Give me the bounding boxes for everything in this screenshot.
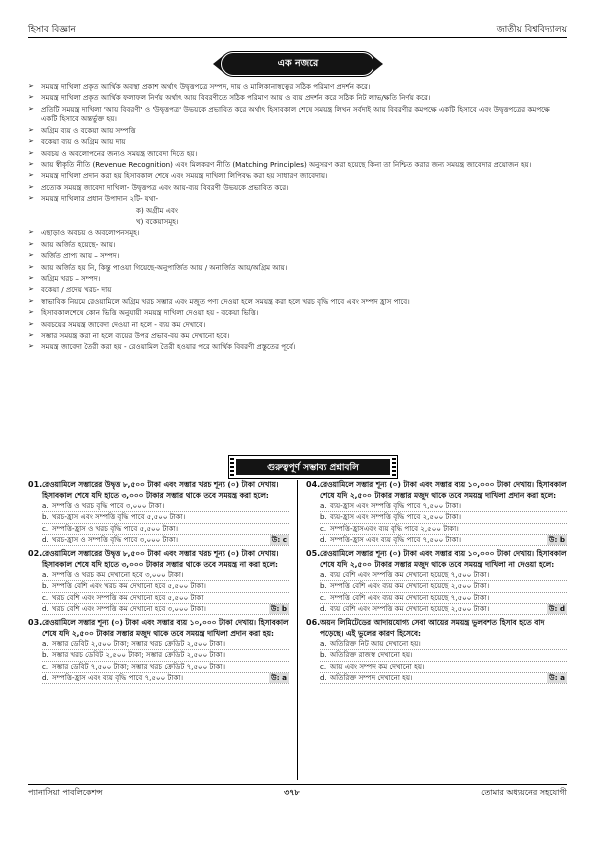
answer-option bbox=[28, 604, 289, 614]
answer-key: উ: a bbox=[549, 672, 565, 682]
questions-area bbox=[28, 480, 567, 780]
arrow-bullet-icon: ➢ bbox=[28, 285, 34, 294]
option-text: সম্পত্তি ও খরচ বৃদ্ধি পাবে ৩,০০০ টাকা। bbox=[52, 501, 165, 511]
banner2-right-stripe bbox=[392, 458, 396, 476]
page-number: ৩৭৮ bbox=[284, 787, 300, 797]
summary-item-text: আয় অর্জিত হয়েছে- আয়। bbox=[41, 239, 116, 249]
arrow-bullet-icon: ➢ bbox=[28, 93, 34, 102]
arrow-bullet-icon: ➢ bbox=[28, 148, 34, 157]
answer-option bbox=[306, 604, 567, 614]
option-letter: a. bbox=[42, 639, 49, 649]
summary-item-text: বকেয়া ব্যয় ও অগ্রিম আয় দায় bbox=[41, 137, 126, 147]
option-letter: c. bbox=[320, 661, 327, 671]
summary-item bbox=[28, 137, 567, 147]
option-text: আয় এবং সম্পদ কম দেখানো হয়। bbox=[330, 661, 425, 671]
answer-option bbox=[306, 512, 567, 522]
summary-item-text: সময়ন্ত্র দাখিলার প্রধান উপাদান ২টি- যথা- bbox=[41, 194, 159, 204]
answer-option bbox=[28, 512, 289, 522]
summary-item-text: অগ্রিম খরচ – সম্পদ। bbox=[41, 273, 101, 283]
arrow-bullet-icon: ➢ bbox=[28, 239, 34, 248]
question-block bbox=[306, 480, 567, 546]
question-number: 03. bbox=[28, 618, 43, 627]
arrow-bullet-icon: ➢ bbox=[28, 262, 34, 271]
page-footer bbox=[28, 786, 567, 800]
question-body: রেওয়ামিলে সম্ভারের উদ্বৃত্ত ৮,৫০০ টাকা এবং সম্ভার খরচ শূন্য (০) টাকা দেখায়। হিসাবকাল শেষে যদি হাতে ৩,০০০ টাকার সম্ভার থাকে তবে সময়ন্ত্র করা হলে: bbox=[42, 480, 279, 500]
summary-item bbox=[28, 285, 567, 295]
option-text: খরচ-হ্রাস ও সম্পত্তি বৃদ্ধি পাবে ৩,০০০ টাকা। bbox=[52, 534, 179, 544]
summary-item-text: অবচয় ও অবলোপনের জন্যও সময়ন্ত্র জাবেদা দিতে হয়। bbox=[41, 148, 198, 158]
answer-option bbox=[28, 650, 289, 660]
option-letter: b. bbox=[42, 581, 49, 591]
option-letter: b. bbox=[320, 581, 327, 591]
option-text: সম্পত্তি-হ্রাস এবং ব্যয় বৃদ্ধি পাবে ৭,৫০০ টাকা। bbox=[52, 672, 183, 682]
questions-right-column bbox=[306, 480, 567, 687]
answer-option bbox=[28, 570, 289, 580]
summary-item-text: অগ্রিম ব্যয় ও বকেয়া আয় সম্পত্তি bbox=[41, 125, 136, 135]
page-header bbox=[28, 20, 567, 38]
arrow-bullet-icon: ➢ bbox=[28, 104, 34, 113]
question-block bbox=[28, 618, 289, 684]
option-letter: c. bbox=[320, 523, 327, 533]
option-letter: b. bbox=[320, 512, 327, 522]
summary-subitem: ক) অগ্রীম এবং bbox=[136, 205, 179, 215]
summary-item bbox=[28, 149, 567, 159]
option-text: সম্পত্তি-হ্রাস এবং ব্যয় বৃদ্ধি পাবে ৭,৫০০ টাকা। bbox=[330, 534, 461, 544]
option-divider bbox=[42, 614, 289, 615]
summary-item bbox=[28, 331, 567, 341]
arrow-bullet-icon: ➢ bbox=[28, 251, 34, 260]
question-body: রেওয়ামিলে সম্ভারের উদ্বৃত্ত ৮,৫০০ টাকা এবং সম্ভার খরচ শূন্য (০) টাকা দেখায়। হিসাবকাল শেষে যদি হাতে ৩,০০০ টাকার সম্ভার থাকে তবে সময়ন্ত্র না করা হলে: bbox=[42, 549, 279, 569]
banner2-title: গুরুত্বপূর্ণ সম্ভাব্য প্রশ্নাবলি bbox=[236, 459, 390, 475]
summary-item-text: বকেয়া / প্রদেয় খরচ- দায় bbox=[41, 285, 112, 295]
footer-tagline: তোমার অধ্যয়নের সহযোগী bbox=[481, 787, 567, 797]
question-number: 02. bbox=[28, 549, 43, 558]
question-number: 06. bbox=[306, 618, 321, 627]
summary-item-text: আয় অর্জিত হয় নি, কিন্তু পাওয়া গিয়েছে-অনুপার্জিত আয় / অনার্জিত আয়/অগ্রিম আয়। bbox=[41, 262, 288, 272]
answer-option bbox=[306, 501, 567, 511]
summary-item bbox=[28, 160, 567, 170]
option-letter: a. bbox=[320, 501, 327, 511]
question-body: অয়ন লিমিটেডের আদায়যোগ্য সেবা আয়ের সময়ন্ত্র ভুলবশত হিসাব হতে বাদ পড়েছে। এই ভুলের কারণ হিসেবে: bbox=[320, 618, 545, 638]
arrow-bullet-icon: ➢ bbox=[28, 273, 34, 282]
option-divider bbox=[320, 614, 567, 615]
header-subject: হিসাব বিজ্ঞান bbox=[28, 24, 76, 35]
summary-item-text: অবচয়ের সময়ন্ত্র জাবেদা দেওয়া না হলে - ব্যয় কম দেখাবে। bbox=[41, 319, 206, 329]
option-letter: d. bbox=[320, 534, 327, 544]
summary-item bbox=[28, 93, 567, 103]
option-text: সম্পত্তি বেশি এবং খরচ কম দেখানো হবে ৫,৫০০ টাকা। bbox=[52, 581, 206, 591]
summary-item bbox=[28, 274, 567, 284]
summary-item bbox=[28, 308, 567, 318]
summary-item bbox=[28, 82, 567, 92]
question-block bbox=[28, 549, 289, 615]
arrow-bullet-icon: ➢ bbox=[28, 330, 34, 339]
option-text: অতিরিক্ত সম্পদ দেখানো হয়। bbox=[330, 672, 413, 682]
question-number: 04. bbox=[306, 480, 321, 489]
section-banner-at-a-glance bbox=[222, 53, 374, 75]
answer-option bbox=[28, 535, 289, 545]
option-text: অতিরিক্ত রাজস্ব দেখানো হয়। bbox=[330, 650, 413, 660]
answer-key: উ: d bbox=[548, 603, 565, 613]
option-text: খরচ বেশি এবং সম্পত্তি কম দেখানো হবে ৫,৫০০ টাকা bbox=[52, 592, 204, 602]
answer-option bbox=[306, 570, 567, 580]
option-letter: c. bbox=[42, 523, 49, 533]
answer-option bbox=[306, 593, 567, 603]
answer-option bbox=[306, 639, 567, 649]
arrow-bullet-icon: ➢ bbox=[28, 125, 34, 134]
questions-left-column bbox=[28, 480, 289, 687]
header-rule bbox=[28, 37, 567, 38]
option-letter: b. bbox=[320, 650, 327, 660]
question-text bbox=[28, 480, 289, 501]
answer-option bbox=[306, 524, 567, 534]
question-text bbox=[306, 480, 567, 501]
option-text: খরচ বেশি এবং সম্পত্তি কম দেখানো হবে ৩,০০০ টাকা। bbox=[52, 603, 206, 613]
summary-item bbox=[28, 126, 567, 136]
banner-title: এক নজরে bbox=[277, 57, 319, 69]
option-letter: d. bbox=[42, 603, 49, 613]
summary-item-text: সময়ন্ত্র দাখিলা প্রদান করা হয় হিসাবকাল শেষে এবং সময়ন্ত্র দাখিলা লিপিবদ্ধ করা হয় সাধারণ জাবেদায়। bbox=[41, 171, 328, 181]
summary-list bbox=[28, 82, 567, 354]
answer-option bbox=[306, 535, 567, 545]
question-body: রেওয়ামিলে সম্ভার শূন্য (০) টাকা এবং সম্ভার ব্যয় ১০,০০০ টাকা দেখায়। হিসাবকাল শেষে যদি ২,৫০০ টাকার সম্ভার মজুদ থাকে তবে সময়ন্ত্র দাখিলা না দেওয়া হলে: bbox=[320, 549, 567, 569]
arrow-bullet-icon: ➢ bbox=[28, 194, 34, 203]
question-block bbox=[306, 618, 567, 684]
column-divider bbox=[297, 480, 298, 780]
answer-option bbox=[28, 662, 289, 672]
summary-item-text: আয় স্বীকৃতি নীতি (Revenue Recognition) এবং মিলকরণ নীতি (Matching Principles) অনুসরণ করা হয়েছে কিনা তা নিশ্চিত করার জন্য সময়ন্ত্র জাবেদার প্রয়োজন হয়। bbox=[41, 160, 532, 170]
answer-option bbox=[28, 524, 289, 534]
option-divider bbox=[42, 683, 289, 684]
answer-option bbox=[306, 650, 567, 660]
option-letter: d. bbox=[320, 603, 327, 613]
answer-option bbox=[28, 673, 289, 683]
question-block bbox=[28, 480, 289, 546]
summary-item bbox=[28, 240, 567, 250]
banner2-left-stripe bbox=[230, 458, 234, 476]
option-text: সম্পত্তি-হ্রাসএবং ব্যয় বৃদ্ধি পাবে ২,৫০০ টাকা। bbox=[330, 523, 459, 533]
option-letter: d. bbox=[320, 672, 327, 682]
answer-option bbox=[306, 662, 567, 672]
answer-key: উ: a bbox=[271, 672, 287, 682]
option-letter: c. bbox=[42, 592, 49, 602]
answer-key: উ: b bbox=[548, 534, 565, 544]
summary-item-text: সময়ন্ত্র দাখিলা প্রকৃত আর্থিক ফলাফল নির্ণয় অর্থাৎ আয় বিবরণীতে সঠিক পরিমাণ আয় ও ব্যয় প্রদর্শন করে সঠিক নিট লাভ/ক্ষতি নির্ণয় করে। bbox=[41, 93, 431, 103]
option-text: ব্যয়-হ্রাস এবং সম্পত্তি বৃদ্ধি পাবে ৭,৫০০ টাকা। bbox=[330, 501, 461, 511]
header-university: জাতীয় বিশ্ববিদ্যালয় bbox=[496, 24, 567, 35]
arrow-bullet-icon: ➢ bbox=[28, 296, 34, 305]
question-text bbox=[306, 618, 567, 639]
answer-key: উ: b bbox=[270, 603, 287, 613]
option-text: সম্ভার খরচ ডেবিট ২,৫০০ টাকা; সম্ভার ক্রেডিট ২,৫০০ টাকা। bbox=[52, 650, 226, 660]
summary-item-text: সময়ন্ত্র দাখিলা প্রকৃত আর্থিক অবস্থা প্রকাশ অর্থাৎ উদ্বৃত্তপত্রে সম্পদ, দায় ও মালিকানাস্বত্বের সঠিক পরিমাণ প্রদর্শন করে। bbox=[41, 82, 371, 91]
option-letter: d. bbox=[42, 672, 49, 682]
option-letter: d. bbox=[42, 534, 49, 544]
summary-item-text: সময়ন্ত্র জাবেদা তৈরী করা হয় - রেওয়ামিল তৈরী হওয়ার পরে আর্থিক বিবরণী প্রস্তুতের পূর্বে। bbox=[41, 342, 296, 352]
question-number: 01. bbox=[28, 480, 43, 489]
arrow-bullet-icon: ➢ bbox=[28, 182, 34, 191]
section-banner-questions bbox=[228, 455, 398, 479]
summary-item-text: প্রতিটি সময়ন্ত্র দাখিলা 'আয় বিবরণী' ও 'উদ্বৃত্তপত্র' উভয়কে প্রভাবিত করে অর্থাৎ হিসাবকাল শেষে সময়ন্ত্র লিখন সর্বদাই আয় বিবরণীর কমপক্ষে একটি হিসাবে এবং উদ্বৃত্তপত্রের কমপক্ষে একটি হিসাবে অন্তর্ভুক্ত হয়। bbox=[41, 104, 550, 124]
arrow-bullet-icon: ➢ bbox=[28, 82, 34, 90]
answer-option bbox=[28, 593, 289, 603]
option-letter: c. bbox=[42, 661, 49, 671]
banner-right-point bbox=[373, 56, 383, 72]
summary-item bbox=[28, 228, 567, 238]
option-text: সম্পত্তি ও খরচ কম দেখানো হবে ৩,০০০ টাকা। bbox=[52, 570, 184, 580]
summary-item-text: হিসাবকালশেষে কোন ভিত্তি অনুযায়ী সময়ন্ত্র দাখিলা দেওয়া হয় - বকেয়া ভিত্তি। bbox=[41, 308, 259, 318]
option-letter: a. bbox=[320, 570, 327, 580]
answer-option bbox=[28, 501, 289, 511]
option-divider bbox=[42, 545, 289, 546]
option-letter: a. bbox=[42, 570, 49, 580]
summary-item bbox=[28, 251, 567, 261]
summary-item bbox=[28, 194, 567, 204]
answer-option bbox=[306, 673, 567, 683]
option-letter: a. bbox=[42, 501, 49, 511]
option-text: সম্পত্তি-হ্রাস ও খরচ বৃদ্ধি পাবে ৫,৫০০ টাকা। bbox=[52, 523, 179, 533]
option-text: সম্ভার ডেবিট ৭,৫০০ টাকা; সম্ভার খরচ ক্রেডিট ৭,৫০০ টাকা। bbox=[52, 661, 226, 671]
summary-item-text: এছাড়াও অবচয় ও অবলোপনসমূহ। bbox=[41, 228, 140, 238]
summary-item-text: প্রত্যেক সময়ন্ত্র জাবেদা দাখিলা- উদ্বৃত্তপত্র এবং আয়-ব্যয় বিবরণী উভয়কে প্রভাবিত করে। bbox=[41, 182, 289, 192]
summary-item bbox=[28, 263, 567, 273]
arrow-bullet-icon: ➢ bbox=[28, 137, 34, 146]
summary-item-text: সম্ভার সময়ন্ত্র করা না হলে ব্যয়ের উপর প্রভাব-বয় কম দেখানো হবে। bbox=[41, 330, 230, 340]
option-letter: b. bbox=[42, 512, 49, 522]
answer-key: উ: c bbox=[271, 534, 287, 544]
summary-item bbox=[28, 105, 567, 124]
arrow-bullet-icon: ➢ bbox=[28, 171, 34, 180]
question-body: রেওয়ামিলে সম্ভার শূন্য (০) টাকা এবং সম্ভার ব্যয় ১০,০০০ টাকা দেখায়। হিসাবকাল শেষে যদি ২,৫০০ টাকার সম্ভার মজুদ থাকে তবে সময়ন্ত্র দাখিলা প্রদান করা হলে: bbox=[320, 480, 567, 500]
question-text bbox=[28, 549, 289, 570]
footer-publisher: প্যানাসিয়া পাবলিকেশন্স bbox=[28, 787, 103, 797]
arrow-bullet-icon: ➢ bbox=[28, 342, 34, 351]
summary-item-text: অর্জিত প্রাপ্য আয় – সম্পদ। bbox=[41, 251, 120, 261]
option-divider bbox=[320, 683, 567, 684]
answer-option bbox=[306, 581, 567, 591]
option-text: সম্পত্তি বেশি এবং ব্যয় কম দেখানো হয়েছে ২,৫০০ টাকা। bbox=[330, 581, 490, 591]
question-number: 05. bbox=[306, 549, 321, 558]
arrow-bullet-icon: ➢ bbox=[28, 319, 34, 328]
question-text bbox=[306, 549, 567, 570]
summary-subitem: খ) বকেয়াসমূহ। bbox=[136, 217, 179, 226]
option-text: ব্যয়-হ্রাস এবং সম্পত্তি বৃদ্ধি পাবে ২,৫০০ টাকা। bbox=[330, 512, 461, 522]
summary-item bbox=[28, 320, 567, 330]
summary-item-text: স্বাভাবিক নিয়মে রেওয়ামিলে অগ্রিম খরচ সম্ভার এবং মজুত পণ্য দেওয়া হলে সময়ন্ত্র করা হলে খরচ বৃদ্ধি পাবে এবং সম্পদ হ্রাস পাবে। bbox=[41, 296, 410, 306]
option-letter: b. bbox=[42, 650, 49, 660]
arrow-bullet-icon: ➢ bbox=[28, 308, 34, 317]
option-divider bbox=[320, 545, 567, 546]
question-body: রেওয়ামিলে সম্ভার শূন্য (০) টাকা এবং সম্ভার ব্যয় ১০,০০০ টাকা দেখায়। হিসাবকাল শেষে যদি ২,৫০০ টাকার সম্ভার মজুদ থাকে তবে সময়ন্ত্র দাখিলা প্রদান করা হয়: bbox=[42, 618, 289, 638]
option-text: খরচ-হ্রাস এবং সম্পত্তি বৃদ্ধি পাবে ৫,৫০০ টাকা। bbox=[52, 512, 186, 522]
summary-item bbox=[28, 297, 567, 307]
option-letter: c. bbox=[320, 592, 327, 602]
option-letter: a. bbox=[320, 639, 327, 649]
option-text: ব্যয় বেশি এবং সম্পত্তি কম দেখানো হয়েছে ৭,৫০০ টাকা। bbox=[330, 570, 490, 580]
summary-item bbox=[28, 171, 567, 181]
question-text bbox=[28, 618, 289, 639]
arrow-bullet-icon: ➢ bbox=[28, 160, 34, 169]
footer-rule bbox=[28, 784, 567, 785]
arrow-bullet-icon: ➢ bbox=[28, 228, 34, 237]
summary-item bbox=[28, 183, 567, 193]
question-block bbox=[306, 549, 567, 615]
option-text: অতিরিক্ত নিট আয় দেখানো হয়। bbox=[330, 639, 421, 649]
option-text: সম্পত্তি বেশি এবং ব্যয় কম দেখানো হয়েছে ৭,৫০০ টাকা। bbox=[330, 592, 490, 602]
option-text: সম্ভার ডেবিট ২,৫০০ টাকা; সম্ভার খরচ ক্রেডিট ২,৫০০ টাকা। bbox=[52, 639, 226, 649]
answer-option bbox=[28, 639, 289, 649]
answer-option bbox=[28, 581, 289, 591]
summary-item bbox=[28, 342, 567, 352]
option-text: ব্যয় বেশি এবং সম্পত্তি কম দেখানো হয়েছে ২,৫০০ টাকা। bbox=[330, 603, 490, 613]
